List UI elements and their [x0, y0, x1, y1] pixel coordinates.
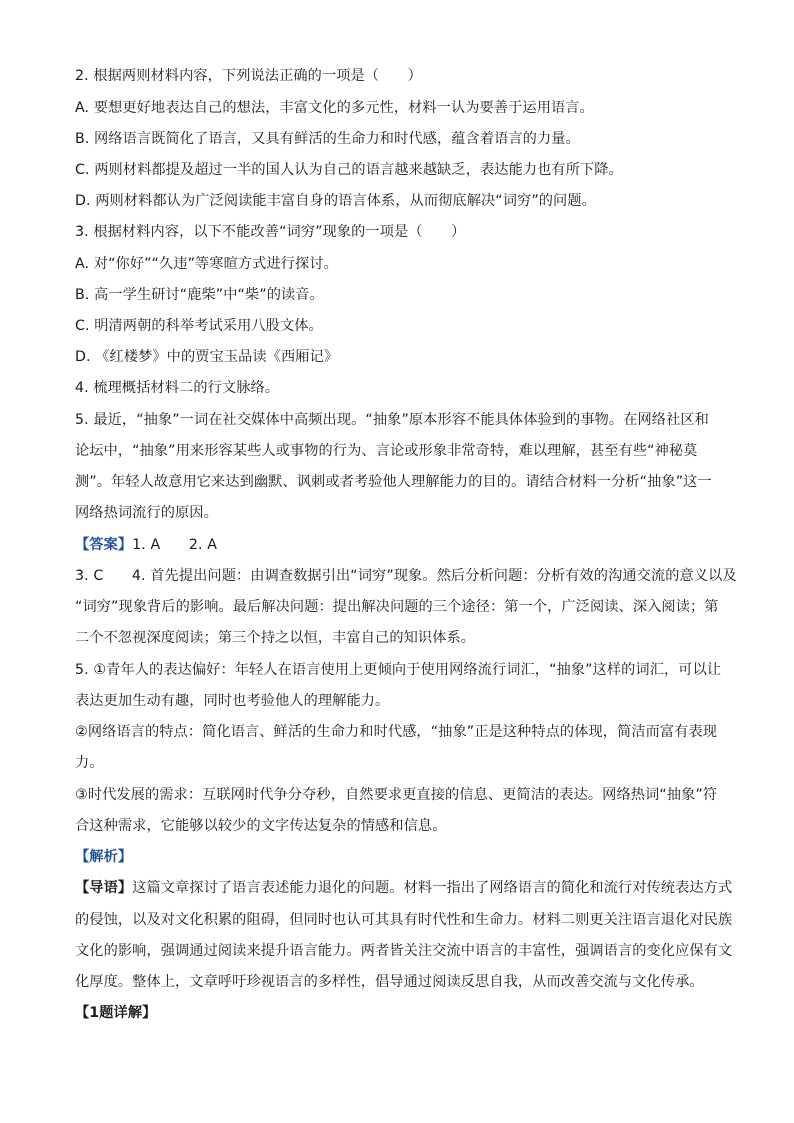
guide-line: 文化的影响，强调通过阅读来提升语言能力。两者皆关注交流中语言的丰富性，强调语言的变化应保有文	[75, 943, 733, 959]
detail-label: 【1题详解】	[75, 1005, 157, 1021]
answer5-line: ③时代发展的需求：互联网时代争分夺秒，自然要求更直接的信息、更简洁的表达。网络热词“抽象”符	[75, 787, 718, 803]
answer-line-1	[75, 535, 725, 555]
q2-stem: 2. 根据两则材料内容，下列说法正确的一项是（ ）	[75, 68, 422, 84]
guide-line-1	[75, 878, 733, 898]
q4-stem: 4. 梳理概括材料二的行文脉络。	[75, 380, 280, 396]
q5-line: 论坛中，“抽象”用来形容某些人或事物的行为、言论或形象非常奇特，难以理解，甚至有些“神秘莫	[75, 443, 698, 459]
guide-label: 【导语】	[75, 880, 133, 896]
answer5-line: 力。	[75, 755, 104, 771]
q3-option-a: A. 对“你好”“久违”等寒暄方式进行探讨。	[75, 256, 338, 272]
answer-text: 1. A 2. A	[132, 537, 218, 553]
answer5-line: 5. ①青年人的表达偏好：年轻人在语言使用上更倾向于使用网络流行词汇，“抽象”这样的词汇，可以让	[75, 662, 722, 678]
q3-option-b: B. 高一学生研讨“鹿柴”中“柴”的读音。	[75, 287, 324, 303]
q5-line: 5. 最近，“抽象”一词在社交媒体中高频出现。“抽象”原本形容不能具体体验到的事物。在网络社区和	[75, 412, 709, 428]
q2-option-c: C. 两则材料都提及超过一半的国人认为自己的语言越来越缺乏，表达能力也有所下降。	[75, 162, 623, 178]
answer-line-3: “词穷”现象背后的影响。最后解决问题：提出解决问题的三个途径：第一个，广泛阅读、深入阅读；第	[75, 599, 719, 615]
answer-label: 【答案】	[75, 537, 133, 553]
guide-line: 的侵蚀，以及对文化积累的阻碍，但同时也认可其具有时代性和生命力。材料二则更关注语言退化对民族	[75, 912, 733, 928]
answer5-line: 表达更加生动有趣，同时也考验他人的理解能力。	[75, 693, 390, 709]
q5-line: 测”。年轻人故意用它来达到幽默、讽刺或者考验他人理解能力的目的。请结合材料一分析“抽象”这一	[75, 474, 712, 490]
q2-option-d: D. 两则材料都认为广泛阅读能丰富自身的语言体系，从而彻底解决“词穷”的问题。	[75, 193, 596, 209]
guide-line: 化厚度。整体上，文章呼吁珍视语言的多样性，倡导通过阅读反思自我，从而改善交流与文化传承。	[75, 974, 704, 990]
answer-line-2: 3. C 4. 首先提出问题：由调查数据引出“词穷”现象。然后分析问题：分析有效的沟通交流的意义以及	[75, 568, 737, 584]
q2-option-b: B. 网络语言既简化了语言，又具有鲜活的生命力和时代感，蕴含着语言的力量。	[75, 131, 580, 147]
q3-stem: 3. 根据材料内容，以下不能改善“词穷”现象的一项是（ ）	[75, 224, 466, 240]
q3-option-c: C. 明清两朝的科举考试采用八股文体。	[75, 318, 323, 334]
answer-line-4: 二个不忽视深度阅读；第三个持之以恒，丰富自己的知识体系。	[75, 630, 476, 646]
answer5-line: 合这种需求，它能够以较少的文字传达复杂的情感和信息。	[75, 818, 447, 834]
guide-text: 这篇文章探讨了语言表述能力退化的问题。材料一指出了网络语言的简化和流行对传统表达方式	[132, 880, 733, 896]
q5-line: 网络热词流行的原因。	[75, 505, 218, 521]
q3-option-d: D. 《红楼梦》中的贾宝玉品读《西厢记》	[75, 349, 339, 365]
answer5-line: ②网络语言的特点：简化语言、鲜活的生命力和时代感，“抽象”正是这种特点的体现，简洁而富有表现	[75, 724, 718, 740]
analysis-label: 【解析】	[75, 849, 133, 865]
q2-option-a: A. 要想更好地表达自己的想法，丰富文化的多元性，材料一认为要善于运用语言。	[75, 100, 594, 116]
